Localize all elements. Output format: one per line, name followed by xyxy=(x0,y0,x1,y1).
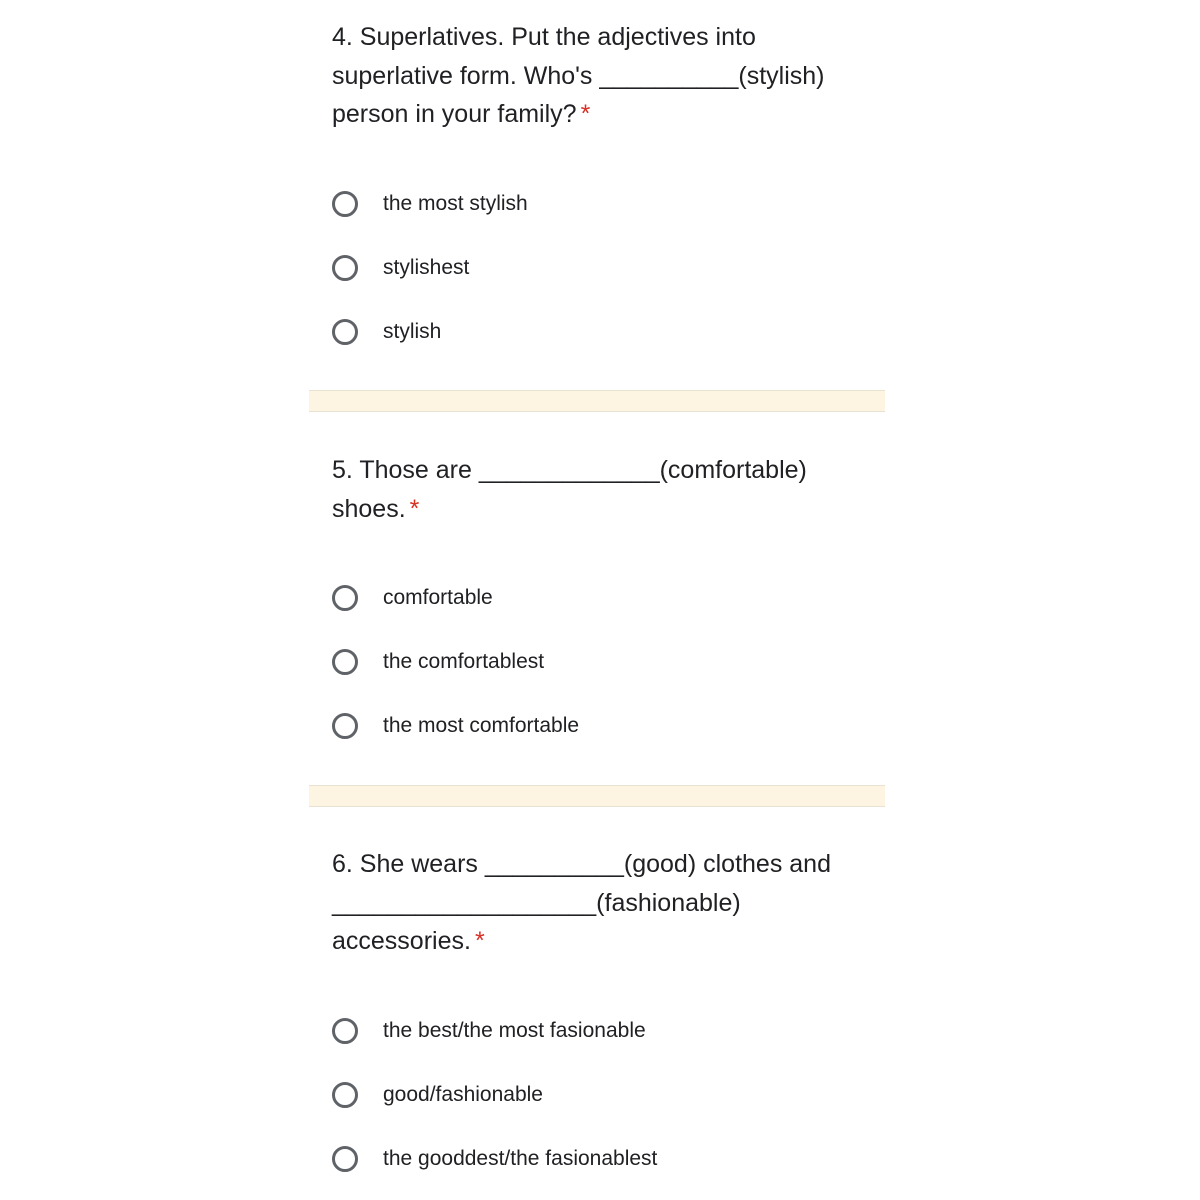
radio-button[interactable] xyxy=(332,319,358,345)
question-6-text: 6. She wears __________(good) clothes and ___________________(fashionable) accessories. xyxy=(332,850,831,955)
option-comfortable[interactable] xyxy=(332,566,885,630)
option-stylish[interactable] xyxy=(332,300,885,364)
question-4-title xyxy=(332,18,852,134)
option-label: the comfortablest xyxy=(383,650,545,673)
radio-button[interactable] xyxy=(332,191,358,217)
question-4-text: 4. Superlatives. Put the adjectives into superlative form. Who's __________(stylish) person in your family? xyxy=(332,23,825,128)
question-4-options xyxy=(332,172,885,364)
radio-button[interactable] xyxy=(332,713,358,739)
radio-button[interactable] xyxy=(332,1146,358,1172)
required-asterisk: * xyxy=(474,927,485,955)
option-label: the most comfortable xyxy=(383,714,580,737)
radio-button[interactable] xyxy=(332,649,358,675)
question-5-text: 5. Those are _____________(comfortable) shoes. xyxy=(332,456,807,523)
option-the-most-stylish[interactable] xyxy=(332,172,885,236)
section-separator xyxy=(309,785,885,807)
question-5-title xyxy=(332,451,852,528)
option-the-best-the-most-fasionable[interactable] xyxy=(332,999,885,1063)
option-the-comfortablest[interactable] xyxy=(332,630,885,694)
question-5-options xyxy=(332,566,885,758)
option-label: the most stylish xyxy=(383,191,528,215)
radio-button[interactable] xyxy=(332,255,358,281)
required-asterisk: * xyxy=(580,100,591,128)
option-the-gooddest-the-fasionablest[interactable] xyxy=(332,1127,885,1191)
radio-button[interactable] xyxy=(332,1082,358,1108)
question-6-title xyxy=(332,845,852,961)
question-5 xyxy=(309,451,885,758)
radio-button[interactable] xyxy=(332,1018,358,1044)
option-the-most-comfortable[interactable] xyxy=(332,694,885,758)
option-good-fashionable[interactable] xyxy=(332,1063,885,1127)
question-6 xyxy=(309,845,885,1191)
question-4 xyxy=(309,18,885,364)
section-separator xyxy=(309,390,885,412)
required-asterisk: * xyxy=(409,494,420,523)
option-stylishest[interactable] xyxy=(332,236,885,300)
option-label: the gooddest/the fasionablest xyxy=(383,1146,658,1170)
option-label: good/fashionable xyxy=(383,1082,543,1106)
option-label: the best/the most fasionable xyxy=(383,1018,646,1042)
option-label: comfortable xyxy=(383,586,493,609)
radio-button[interactable] xyxy=(332,585,358,611)
question-6-options xyxy=(332,999,885,1191)
option-label: stylishest xyxy=(383,255,470,279)
option-label: stylish xyxy=(383,319,442,343)
